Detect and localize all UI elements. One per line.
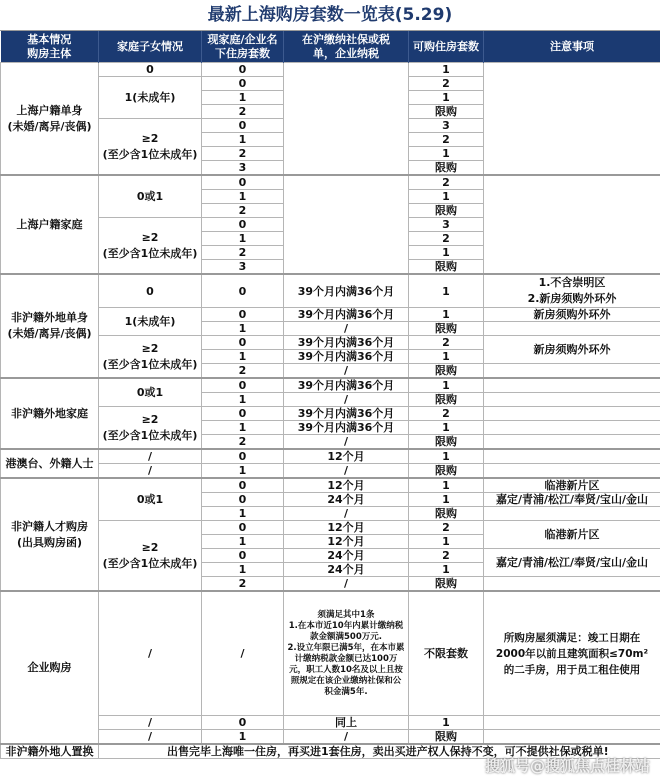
allowed-cell: 1: [409, 421, 484, 435]
social-cell: 39个月内满36个月: [284, 378, 409, 393]
social-cell: 39个月内满36个月: [284, 350, 409, 364]
owned-cell: 1: [202, 507, 284, 521]
allowed-cell: 限购: [409, 260, 484, 275]
owned-cell: 1: [202, 350, 284, 364]
allowed-cell: 2: [409, 407, 484, 421]
col-notes: 注意事项: [484, 31, 660, 63]
social-cell: 24个月: [284, 549, 409, 563]
owned-cell: 1: [202, 730, 284, 745]
notes-cell: [484, 716, 660, 730]
owned-cell: 0: [202, 549, 284, 563]
social-cell: 12个月: [284, 521, 409, 535]
allowed-cell: 限购: [409, 322, 484, 336]
table-row: [1, 407, 660, 421]
owned-cell: 1: [202, 133, 284, 147]
housing-table: [0, 31, 660, 759]
allowed-cell: 1: [409, 535, 484, 549]
allowed-cell: 3: [409, 218, 484, 232]
allowed-cell: 1: [409, 91, 484, 105]
notes-cell: 嘉定/青浦/松江/奉贤/宝山/金山: [484, 493, 660, 507]
table-row: [1, 591, 660, 716]
children-cell: 0: [99, 63, 202, 77]
allowed-cell: 1: [409, 493, 484, 507]
allowed-cell: 2: [409, 133, 484, 147]
notes-cell: [484, 393, 660, 407]
watermark: 搜狐号@搜狐焦点桂林站: [484, 757, 650, 775]
table-row: [1, 449, 660, 464]
allowed-cell: 2: [409, 549, 484, 563]
col-subject: 基本情况 购房主体: [1, 31, 99, 63]
allowed-cell: 2: [409, 77, 484, 91]
children-cell: 1(未成年): [99, 77, 202, 119]
allowed-cell: 限购: [409, 105, 484, 119]
social-cell: /: [284, 464, 409, 479]
children-cell: ≥2 (至少含1位未成年): [99, 521, 202, 592]
children-cell: 0: [99, 274, 202, 308]
allowed-cell: 1: [409, 378, 484, 393]
social-cell: 12个月: [284, 535, 409, 549]
owned-cell: 0: [202, 521, 284, 535]
owned-cell: 1: [202, 322, 284, 336]
owned-cell: 3: [202, 260, 284, 275]
social-cell: 24个月: [284, 493, 409, 507]
notes-cell: [484, 577, 660, 592]
owned-cell: 1: [202, 535, 284, 549]
table-row: [1, 730, 660, 745]
owned-cell: 1: [202, 393, 284, 407]
notes-cell: [484, 730, 660, 745]
owned-cell: 1: [202, 563, 284, 577]
owned-cell: 0: [202, 716, 284, 730]
owned-cell: 0: [202, 449, 284, 464]
allowed-cell: 2: [409, 232, 484, 246]
notes-cell: [484, 364, 660, 379]
allowed-cell: 限购: [409, 507, 484, 521]
notes-cell: [484, 464, 660, 479]
social-cell: 12个月: [284, 449, 409, 464]
allowed-cell: 限购: [409, 204, 484, 218]
social-cell: 39个月内满36个月: [284, 336, 409, 350]
social-cell: 须满足其中1条 1.在本市近10年内累计缴纳税款金额满500万元. 2.设立年限已满5年，在本市累计缴纳税款金额已达100万元，职工人数10名及以上且按照规定在该企业缴纳社保和公积金满5年.: [284, 591, 409, 716]
children-cell: ≥2 (至少含1位未成年): [99, 119, 202, 176]
children-cell: ≥2 (至少含1位未成年): [99, 407, 202, 450]
allowed-cell: 1: [409, 246, 484, 260]
social-cell: 39个月内满36个月: [284, 308, 409, 322]
children-cell: 0或1: [99, 378, 202, 407]
owned-cell: 1: [202, 91, 284, 105]
allowed-cell: 1: [409, 716, 484, 730]
social-cell: /: [284, 393, 409, 407]
owned-cell: 3: [202, 161, 284, 176]
replacement-note: 出售完毕上海唯一住房，再买进1套住房，卖出买进产权人保持不变，可不提供社保或税单!: [99, 744, 660, 759]
children-cell: /: [99, 716, 202, 730]
social-cell: 同上: [284, 716, 409, 730]
children-cell: 0或1: [99, 478, 202, 521]
children-cell: 1(未成年): [99, 308, 202, 336]
children-cell: ≥2 (至少含1位未成年): [99, 336, 202, 379]
allowed-cell: 不限套数: [409, 591, 484, 716]
notes-cell: 临港新片区: [484, 478, 660, 493]
owned-cell: 1: [202, 232, 284, 246]
table-row: [1, 378, 660, 393]
subject-cell: 企业购房: [1, 591, 99, 744]
owned-cell: 0: [202, 63, 284, 77]
owned-cell: 0: [202, 493, 284, 507]
subject-cell: 非沪籍外地家庭: [1, 378, 99, 449]
allowed-cell: 1: [409, 449, 484, 464]
subject-cell: 港澳台、外籍人士: [1, 449, 99, 478]
social-cell: 39个月内满36个月: [284, 407, 409, 421]
subject-cell: 非沪籍外地单身 (未婚/离异/丧偶): [1, 274, 99, 378]
allowed-cell: 1: [409, 478, 484, 493]
social-cell: /: [284, 435, 409, 450]
social-cell: /: [284, 364, 409, 379]
notes-cell: [484, 322, 660, 336]
owned-cell: 0: [202, 407, 284, 421]
notes-cell: 嘉定/青浦/松江/奉贤/宝山/金山: [484, 549, 660, 577]
children-cell: /: [99, 449, 202, 464]
allowed-cell: 限购: [409, 435, 484, 450]
notes-cell: [484, 421, 660, 435]
subject-cell: 上海户籍家庭: [1, 175, 99, 274]
col-owned: 现家庭/企业名 下住房套数: [202, 31, 284, 63]
allowed-cell: 2: [409, 336, 484, 350]
owned-cell: 2: [202, 204, 284, 218]
subject-cell: 非沪籍外地人置换: [1, 744, 99, 759]
owned-cell: 2: [202, 147, 284, 161]
children-cell: 0或1: [99, 175, 202, 218]
table-row: [1, 478, 660, 493]
notes-cell: [484, 378, 660, 393]
owned-cell: 1: [202, 421, 284, 435]
allowed-cell: 1: [409, 308, 484, 322]
notes-cell: 1.不含崇明区 2.新房须购外环外: [484, 274, 660, 308]
owned-cell: 0: [202, 274, 284, 308]
owned-cell: 1: [202, 190, 284, 204]
subject-cell: 上海户籍单身 (未婚/离异/丧偶): [1, 63, 99, 176]
table-row: [1, 464, 660, 479]
col-social: 在沪缴纳社保或税 单，企业纳税: [284, 31, 409, 63]
notes-cell: [484, 507, 660, 521]
social-cell: /: [284, 322, 409, 336]
allowed-cell: 3: [409, 119, 484, 133]
col-children: 家庭子女情况: [99, 31, 202, 63]
notes-cell: 新房须购外环外: [484, 308, 660, 322]
allowed-cell: 1: [409, 147, 484, 161]
allowed-cell: 1: [409, 63, 484, 77]
table-row: [1, 716, 660, 730]
notes-cell: [484, 407, 660, 421]
children-cell: /: [99, 591, 202, 716]
owned-cell: 2: [202, 246, 284, 260]
social-cell: /: [284, 730, 409, 745]
owned-cell: 2: [202, 577, 284, 592]
owned-cell: 0: [202, 119, 284, 133]
allowed-cell: 限购: [409, 393, 484, 407]
allowed-cell: 1: [409, 274, 484, 308]
owned-cell: /: [202, 591, 284, 716]
social-cell: /: [284, 507, 409, 521]
owned-cell: 0: [202, 478, 284, 493]
social-cell: [284, 63, 409, 176]
subject-cell: 非沪籍人才购房 (出具购房函): [1, 478, 99, 591]
owned-cell: 0: [202, 175, 284, 190]
owned-cell: 0: [202, 336, 284, 350]
children-cell: /: [99, 730, 202, 745]
owned-cell: 2: [202, 105, 284, 119]
social-cell: 12个月: [284, 478, 409, 493]
allowed-cell: 限购: [409, 464, 484, 479]
table-row: [1, 308, 660, 322]
page-title: 最新上海购房套数一览表(5.29): [0, 0, 660, 31]
allowed-cell: 2: [409, 521, 484, 535]
notes-cell: [484, 63, 660, 176]
owned-cell: 0: [202, 378, 284, 393]
owned-cell: 0: [202, 218, 284, 232]
notes-cell: 临港新片区: [484, 521, 660, 549]
notes-cell: [484, 449, 660, 464]
children-cell: ≥2 (至少含1位未成年): [99, 218, 202, 275]
col-allowed: 可购住房套数: [409, 31, 484, 63]
table-row: [1, 336, 660, 350]
social-cell: [284, 175, 409, 274]
allowed-cell: 限购: [409, 577, 484, 592]
owned-cell: 1: [202, 464, 284, 479]
table-row: [1, 521, 660, 535]
notes-cell: [484, 435, 660, 450]
allowed-cell: 限购: [409, 730, 484, 745]
allowed-cell: 1: [409, 190, 484, 204]
children-cell: /: [99, 464, 202, 479]
social-cell: 39个月内满36个月: [284, 274, 409, 308]
allowed-cell: 限购: [409, 364, 484, 379]
allowed-cell: 限购: [409, 161, 484, 176]
header-row: [1, 31, 660, 63]
owned-cell: 2: [202, 435, 284, 450]
allowed-cell: 1: [409, 350, 484, 364]
social-cell: 39个月内满36个月: [284, 421, 409, 435]
social-cell: /: [284, 577, 409, 592]
owned-cell: 2: [202, 364, 284, 379]
notes-cell: [484, 175, 660, 274]
table-row: [1, 63, 660, 77]
owned-cell: 0: [202, 308, 284, 322]
table-row: [1, 274, 660, 308]
notes-cell: 新房须购外环外: [484, 336, 660, 364]
social-cell: 24个月: [284, 563, 409, 577]
table-row: [1, 175, 660, 190]
notes-cell: 所购房屋须满足：竣工日期在2000年以前且建筑面积≤70m²的二手房，用于员工租住使用: [484, 591, 660, 716]
allowed-cell: 2: [409, 175, 484, 190]
owned-cell: 0: [202, 77, 284, 91]
allowed-cell: 1: [409, 563, 484, 577]
